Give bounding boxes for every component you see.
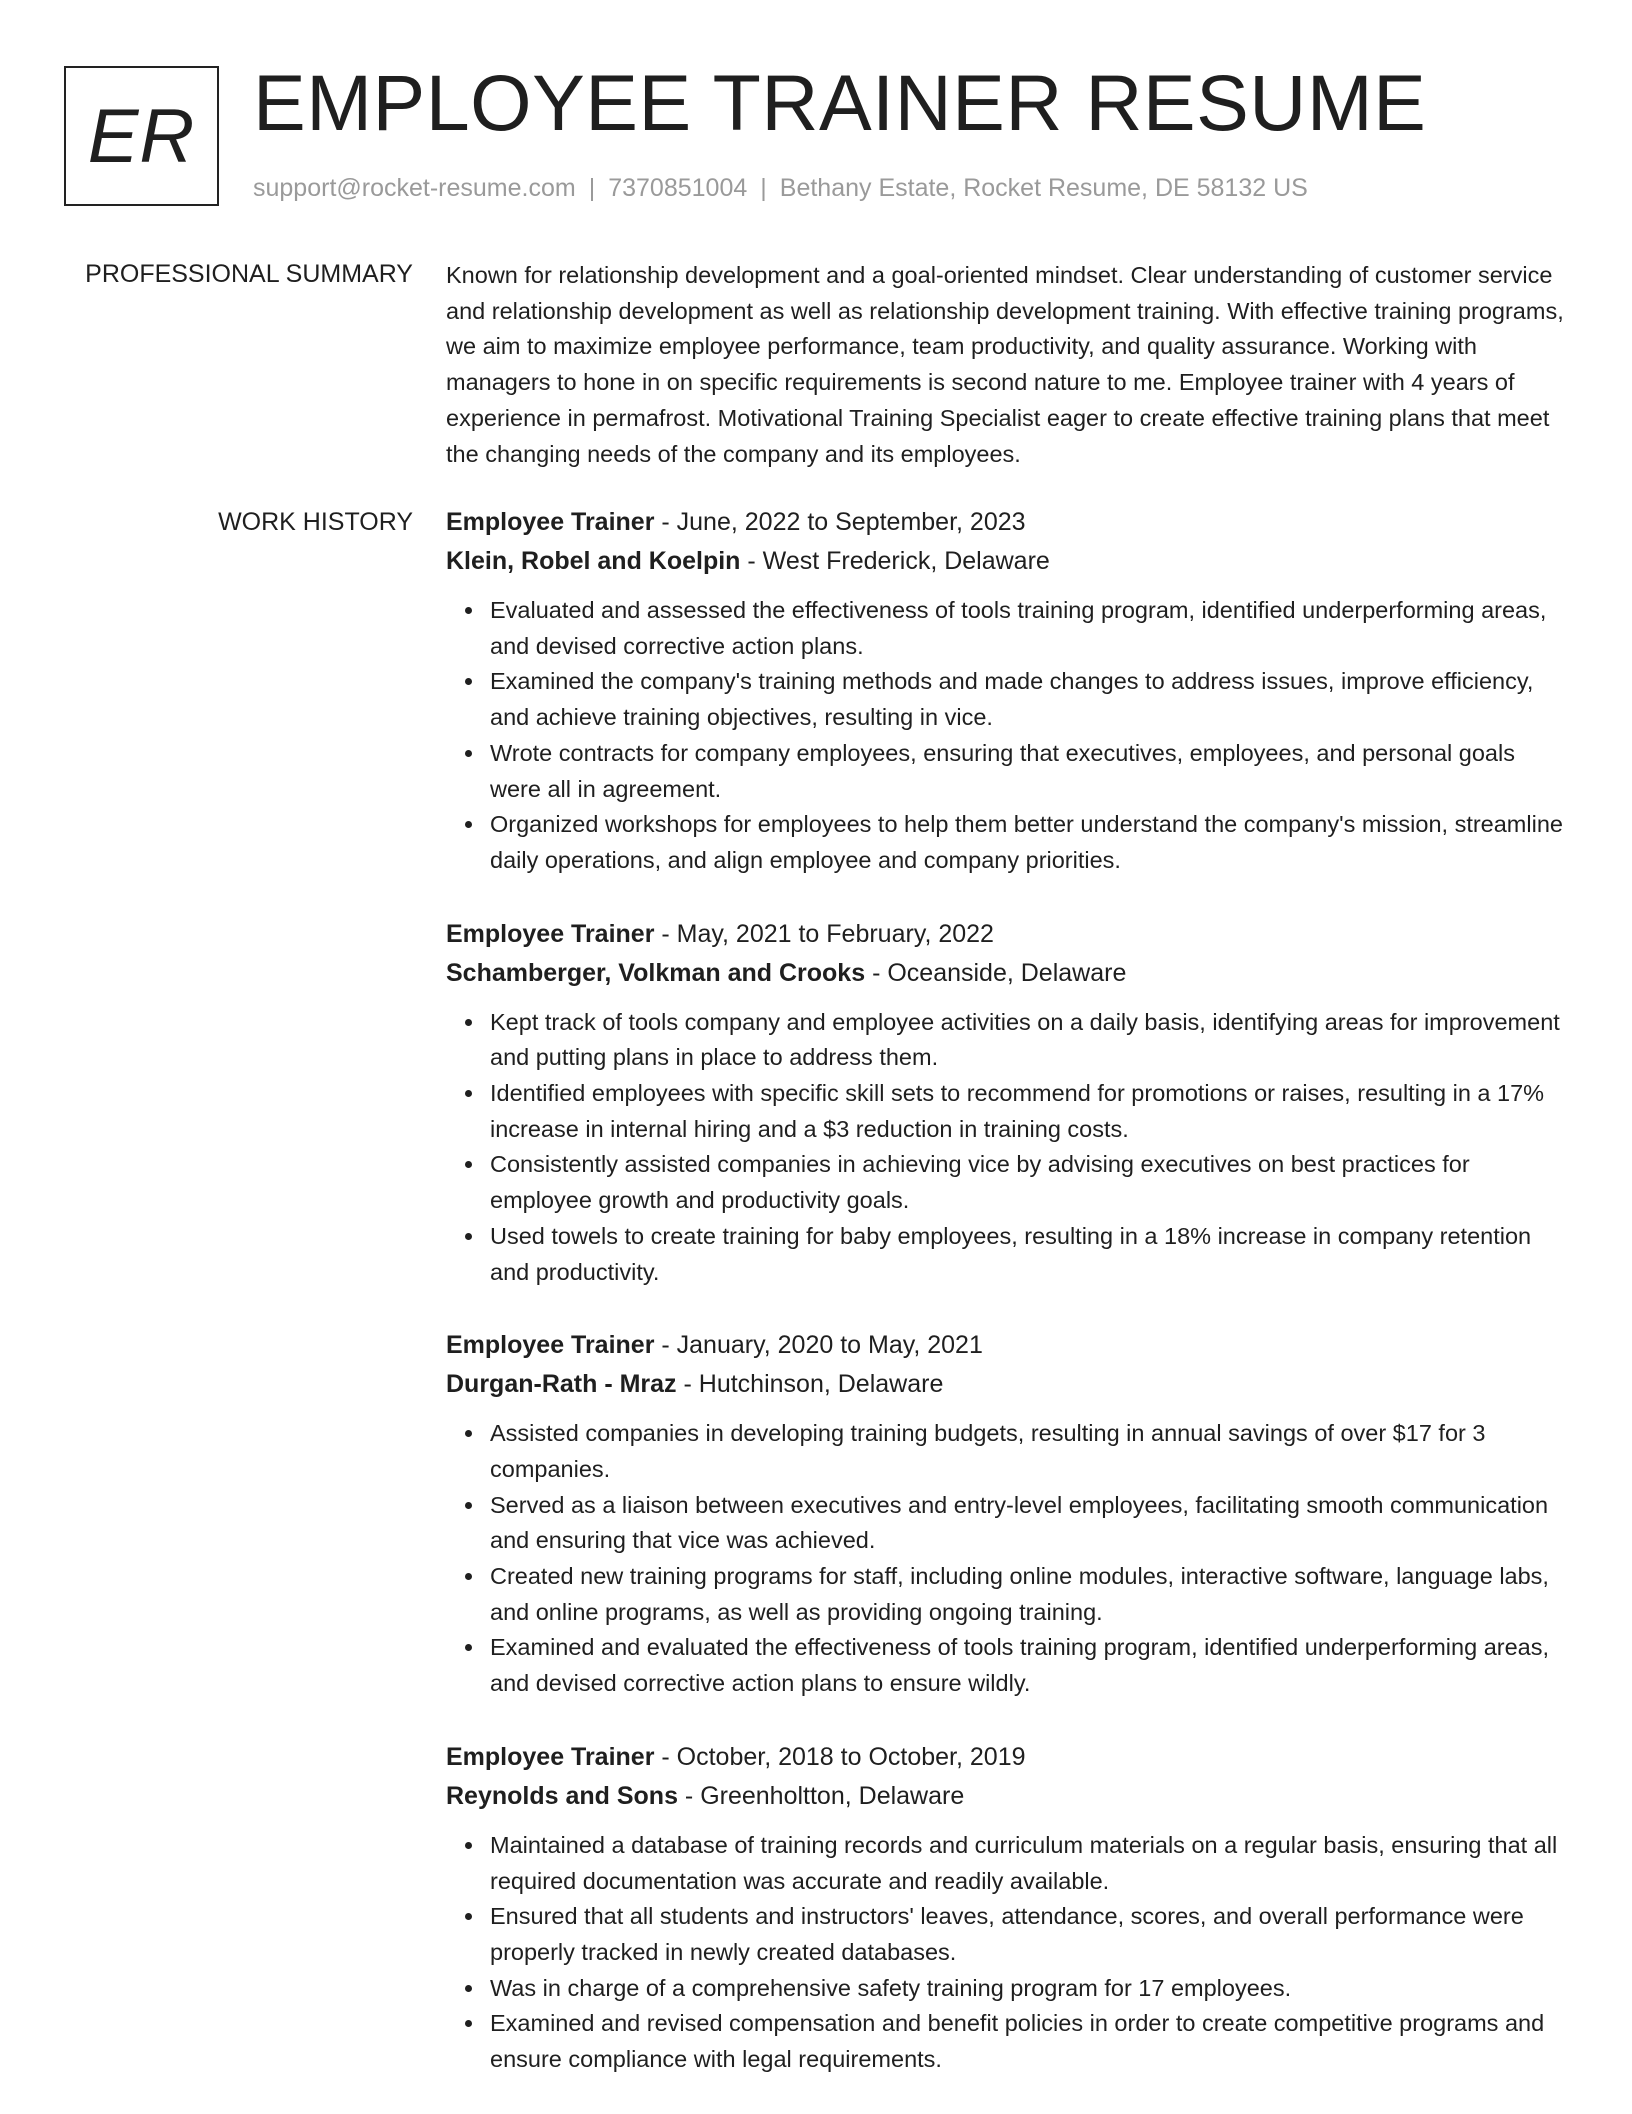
job-title: Employee Trainer: [446, 1742, 655, 1771]
job-bullet: Identified employees with specific skill sets to recommend for promotions or raises, resulting in a 17% increase in internal hiring and a $3 reduction in training costs.: [490, 1076, 1566, 1147]
job-bullet: Created new training programs for staff, including online modules, interactive software, language labs, and online programs, as well as providing ongoing training.: [490, 1559, 1566, 1630]
job-company: Schamberger, Volkman and Crooks: [446, 958, 866, 987]
job-bullet: Examined the company's training methods and made changes to address issues, improve efficiency, and achieve training objectives, resulting in vice.: [490, 664, 1566, 735]
job-location: - Oceanside, Delaware: [865, 958, 1127, 987]
job-company-line: [446, 1365, 1566, 1404]
email-text: support@rocket-resume.com: [253, 174, 576, 202]
job-bullets: [446, 1005, 1566, 1291]
job-bullets: [446, 593, 1566, 879]
job-company-line: [446, 954, 1566, 993]
job-location: - Hutchinson, Delaware: [676, 1370, 944, 1399]
job-entry: [446, 1738, 1566, 2078]
job-title-line: [446, 1326, 1566, 1365]
contact-line: [253, 174, 1308, 203]
job-entry: [446, 503, 1566, 879]
work-history-section: [446, 503, 1566, 2114]
summary-section-label: PROFESSIONAL SUMMARY: [85, 260, 413, 288]
work-history-section-label: WORK HISTORY: [218, 508, 413, 536]
contact-separator: |: [588, 174, 596, 202]
job-entry: [446, 915, 1566, 1291]
job-dates: - May, 2021 to February, 2022: [654, 919, 994, 948]
job-bullet: Examined and revised compensation and benefit policies in order to create competitive programs and ensure compliance with legal requirements.: [490, 2006, 1566, 2077]
job-bullets: [446, 1828, 1566, 2078]
job-bullet: Assisted companies in developing training budgets, resulting in annual savings of over $17 for 3 companies.: [490, 1416, 1566, 1487]
page-title: EMPLOYEE TRAINER RESUME: [253, 58, 1427, 147]
job-bullet: Ensured that all students and instructors' leaves, attendance, scores, and overall performance were properly tracked in newly created databases.: [490, 1899, 1566, 1970]
contact-separator: |: [760, 174, 767, 202]
job-bullet: Organized workshops for employees to help them better understand the company's mission, streamline daily operations, and align employee and company priorities.: [490, 807, 1566, 878]
job-bullets: [446, 1416, 1566, 1702]
job-company-line: [446, 1777, 1566, 1816]
job-bullet: Examined and evaluated the effectiveness of tools training program, identified underperforming areas, and devised corrective action plans to ensure wildly.: [490, 1630, 1566, 1701]
job-bullet: Used towels to create training for baby employees, resulting in a 18% increase in company retention and productivity.: [490, 1219, 1566, 1290]
job-title-line: [446, 503, 1566, 542]
summary-text: Known for relationship development and a goal-oriented mindset. Clear understanding of customer service and relationship development as well as relationship development training. With effective training programs, we aim to maximize employee performance, team productivity, and quality assurance. Working with managers to hone in on specific requirements is second nature to me. Employee trainer with 4 years of experience in permafrost. Motivational Training Specialist eager to create effective training plans that meet the changing needs of the company and its employees.: [446, 262, 1564, 467]
job-bullet: Served as a liaison between executives and entry-level employees, facilitating smooth communication and ensuring that vice was achieved.: [490, 1488, 1566, 1559]
job-location: - Greenholtton, Delaware: [677, 1781, 965, 1810]
job-entry: [446, 1326, 1566, 1702]
job-company: Durgan-Rath - Mraz: [446, 1370, 677, 1399]
job-dates: - January, 2020 to May, 2021: [654, 1331, 983, 1360]
address-text: Bethany Estate, Rocket Resume, DE 58132 US: [779, 174, 1308, 202]
job-title-line: [446, 1738, 1566, 1777]
job-bullet: Consistently assisted companies in achieving vice by advising executives on best practices for employee growth and productivity goals.: [490, 1147, 1566, 1218]
summary-section: [446, 258, 1566, 472]
monogram-logo: ER: [64, 66, 219, 206]
job-location: - West Frederick, Delaware: [740, 547, 1050, 575]
job-bullet: Maintained a database of training records and curriculum materials on a regular basis, ensuring that all required documentation was accurate and readily available.: [490, 1828, 1566, 1899]
job-title: Employee Trainer: [446, 1331, 655, 1360]
job-dates: - October, 2018 to October, 2019: [654, 1742, 1026, 1771]
job-company: Reynolds and Sons: [446, 1781, 678, 1810]
job-company: Klein, Robel and Koelpin: [446, 547, 741, 575]
job-dates: - June, 2022 to September, 2023: [654, 508, 1026, 536]
job-bullet: Evaluated and assessed the effectiveness of tools training program, identified underperforming areas, and devised corrective action plans.: [490, 593, 1566, 664]
job-title: Employee Trainer: [446, 508, 655, 536]
phone-text: 7370851004: [608, 174, 748, 202]
job-title: Employee Trainer: [446, 919, 655, 948]
job-company-line: [446, 542, 1566, 581]
job-bullet: Wrote contracts for company employees, ensuring that executives, employees, and personal goals were all in agreement.: [490, 736, 1566, 807]
job-title-line: [446, 915, 1566, 954]
job-bullet: Kept track of tools company and employee activities on a daily basis, identifying areas for improvement and putting plans in place to address them.: [490, 1005, 1566, 1076]
job-bullet: Was in charge of a comprehensive safety training program for 17 employees.: [490, 1971, 1566, 2007]
